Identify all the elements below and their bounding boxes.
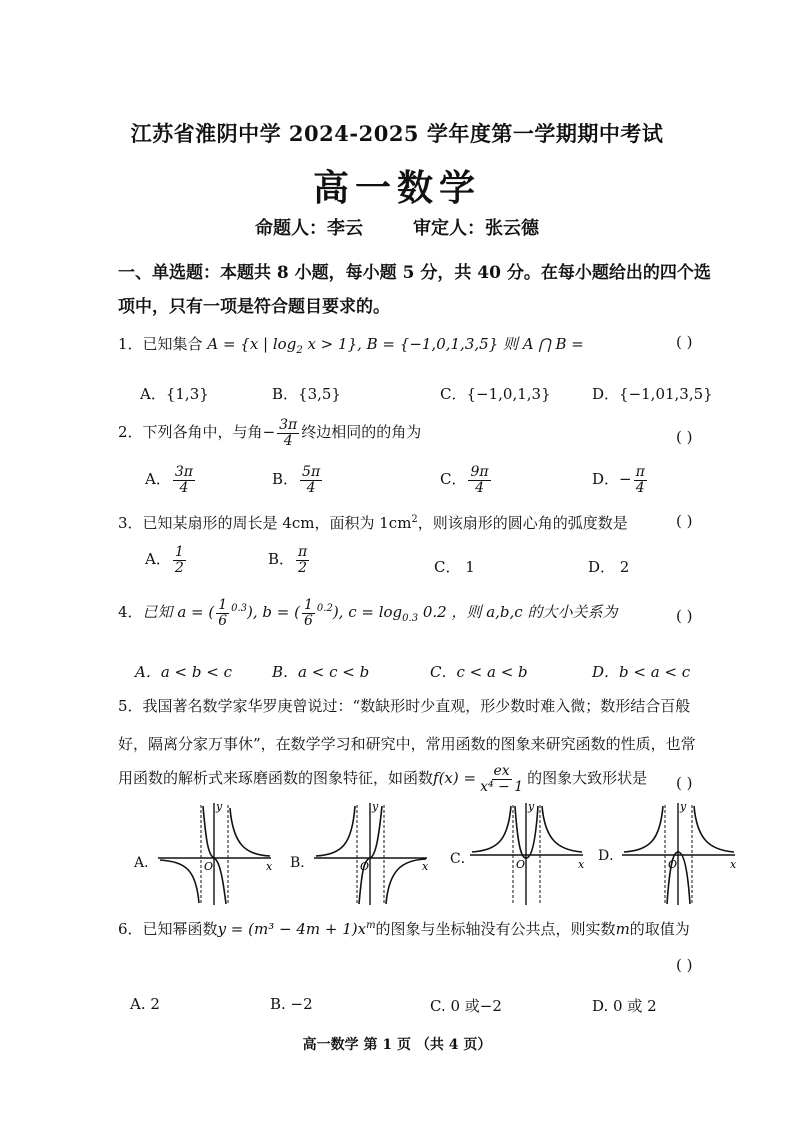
q2-option-b: B． $\frac{5\pi}{4}$ bbox=[272, 464, 321, 496]
q4-number: 4． bbox=[118, 603, 143, 622]
q4-option-b: B．a < c < b bbox=[272, 663, 370, 681]
question-2 bbox=[118, 418, 421, 448]
setter: 命题人：李云 bbox=[255, 218, 363, 239]
q5-graph-label-c: C． bbox=[450, 851, 475, 867]
q5-line-1: 5．我国著名数学家华罗庚曾说过：“数缺形时少直观，形少数时难入微；数形结合百般 bbox=[118, 697, 691, 715]
question-6 bbox=[118, 918, 690, 939]
q3-option-c: C． 1 bbox=[434, 558, 475, 576]
q6-option-b: B. −2 bbox=[270, 995, 313, 1013]
q1-option-d: D．{−1,01,3,5} bbox=[592, 385, 713, 403]
q1-answer-paren: ( ) bbox=[676, 333, 693, 351]
q6-option-d: D. 0 或 2 bbox=[592, 997, 657, 1015]
q1-option-b: B．{3,5} bbox=[272, 385, 341, 403]
q5-line-3 bbox=[118, 764, 647, 794]
q1-number: 1． bbox=[118, 335, 143, 353]
q3-text-2: ，则该扇形的圆心角的弧度数是 bbox=[417, 514, 628, 532]
q1-option-c: C．{−1,0,1,3} bbox=[440, 385, 551, 403]
q5-graph-c-o: O bbox=[516, 858, 526, 871]
reviewer: 审定人：张云德 bbox=[413, 218, 539, 239]
question-3 bbox=[118, 512, 628, 533]
q4-answer-paren: ( ) bbox=[676, 607, 693, 625]
section-heading-line2: 项中，只有一项是符合题目要求的。 bbox=[118, 297, 390, 317]
q4-option-a: A．a < b < c bbox=[135, 663, 232, 681]
q4-option-c: C．c < a < b bbox=[430, 663, 528, 681]
q2-answer-paren: ( ) bbox=[676, 428, 693, 446]
q5-fraction: $\frac{ex}{\text{x⁴ − 1}}$ bbox=[480, 763, 524, 795]
q5-graph-b-y: y bbox=[372, 800, 379, 813]
subject-title: 高一数学 bbox=[312, 167, 481, 209]
q5-graph-a-y: y bbox=[216, 800, 223, 813]
q2-angle-fraction: $\frac{3\pi}{4}$ bbox=[279, 417, 298, 449]
q3-sup: 2 bbox=[411, 514, 418, 525]
q2-prefix: 下列各角中，与角 bbox=[142, 423, 263, 442]
q3-option-d: D． 2 bbox=[588, 558, 630, 576]
q5-graph-label-d: D． bbox=[598, 848, 624, 864]
q3-text-1: 已知某扇形的周长是 4cm，面积为 1cm bbox=[142, 514, 412, 532]
question-1 bbox=[118, 333, 584, 356]
q6-number: 6． bbox=[118, 920, 143, 938]
q1-prefix: 已知集合 bbox=[142, 335, 203, 353]
q6-text-3: 的取值为 bbox=[629, 920, 690, 938]
section-heading-line1: 一、单选题：本题共 8 小题，每小题 5 分，共 40 分。在每小题给出的四个选 bbox=[118, 263, 711, 283]
q3-number: 3． bbox=[118, 514, 143, 532]
q6-var: m bbox=[615, 920, 630, 938]
q4-expression: 已知 a = ( $\frac{1}{6}$ $^{0.3}$), b = ( $\frac{1}{6}$ $^{0.2}$), $c = \log_{0.3} 0.2$ ，则 a,b,c 的大小关系为 bbox=[142, 597, 618, 629]
q2-suffix: 终边相同的的角为 bbox=[301, 423, 422, 442]
q5-line3-prefix: 用函数的解析式来琢磨函数的图象特征，如函数 bbox=[118, 769, 434, 788]
q6-answer-paren: ( ) bbox=[676, 956, 693, 974]
q2-option-c: C． $\frac{9\pi}{4}$ bbox=[440, 464, 489, 496]
q2-option-a: A． $\frac{3\pi}{4}$ bbox=[145, 464, 193, 496]
q3-option-a: A． $\frac{1}{2}$ bbox=[145, 544, 184, 576]
school-title: 江苏省淮阴中学 2024-2025 学年度第一学期期中考试 bbox=[130, 121, 664, 146]
q1-set-expression: A = {x | $\log_2 x > 1$}, B = {−1,0,1,3,5} bbox=[207, 335, 499, 356]
q6-option-a: A. 2 bbox=[130, 995, 160, 1013]
q6-text-1: 已知幂函数 bbox=[142, 920, 218, 938]
q5-graph-a bbox=[156, 800, 276, 910]
page-footer: 高一数学 第 1 页 （共 4 页） bbox=[302, 1037, 492, 1053]
q1-option-a: A．{1,3} bbox=[140, 385, 209, 403]
q5-graph-a-x: x bbox=[266, 860, 273, 873]
q6-text-2: 的图象与坐标轴没有公共点，则实数 bbox=[375, 920, 616, 938]
question-4 bbox=[118, 598, 617, 628]
q5-graph-label-a: A． bbox=[134, 855, 159, 871]
q5-line3-suffix: 的图象大致形状是 bbox=[527, 769, 648, 788]
q5-function: f(x) = bbox=[433, 769, 477, 788]
q5-graph-a-o: O bbox=[204, 860, 214, 873]
q5-graph-d-y: y bbox=[680, 800, 687, 813]
q2-option-d: D．− $\frac{\pi}{4}$ bbox=[592, 464, 645, 496]
q2-neg: − bbox=[262, 423, 276, 442]
q5-graph-d-x: x bbox=[730, 858, 737, 871]
q5-graph-c-y: y bbox=[528, 800, 535, 813]
q1-suffix: 则 A ⋂ B = bbox=[503, 335, 584, 353]
q6-option-c: C. 0 或−2 bbox=[430, 997, 502, 1015]
q6-expression: $y = (m^3 - 4m + 1)x^m$ bbox=[217, 920, 376, 938]
q5-graph-d-o: O bbox=[668, 858, 678, 871]
authors-line bbox=[0, 214, 794, 240]
q5-graph-label-b: B． bbox=[290, 855, 315, 871]
q5-graph-b bbox=[312, 800, 432, 910]
q3-answer-paren: ( ) bbox=[676, 512, 693, 530]
q5-graph-d bbox=[620, 800, 740, 910]
q5-graph-b-x: x bbox=[422, 860, 429, 873]
q5-graph-c-x: x bbox=[578, 858, 585, 871]
q5-answer-paren: ( ) bbox=[676, 774, 693, 792]
q3-option-b: B． $\frac{\pi}{2}$ bbox=[268, 544, 308, 576]
q5-graph-c bbox=[468, 800, 588, 910]
q5-line-2: 好，隔离分家万事休”，在数学学习和研究中，常用函数的图象来研究函数的性质，也常 bbox=[118, 735, 696, 753]
q5-graph-b-o: O bbox=[360, 860, 370, 873]
q4-option-d: D．b < a < c bbox=[592, 663, 691, 681]
q2-number: 2． bbox=[118, 423, 143, 442]
